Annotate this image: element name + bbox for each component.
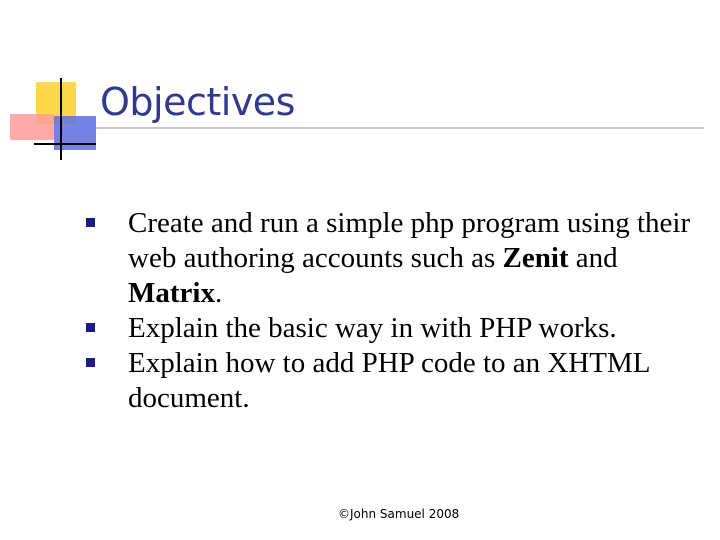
logo-horizontal-line [34, 143, 96, 145]
bullet-marker-icon [86, 323, 95, 332]
bullet-bold-text: Matrix [128, 277, 215, 309]
logo-red-square [10, 114, 54, 140]
bullet-item [86, 206, 696, 311]
decorative-logo [0, 0, 110, 170]
slide-title: Objectives [100, 80, 295, 124]
slide-footer: ©John Samuel 2008 [338, 507, 460, 521]
bullet-text: Explain how to add PHP code to an XHTML document. [128, 347, 650, 414]
bullet-list [86, 206, 696, 416]
bullet-marker-icon [86, 218, 95, 227]
title-divider [96, 127, 704, 129]
bullet-marker-icon [86, 358, 95, 367]
bullet-item [86, 311, 696, 346]
bullet-text-part: . [214, 277, 223, 309]
bullet-text: Explain the basic way in with PHP works. [128, 312, 617, 344]
bullet-text-part: Create and run a simple php program using their web authoring accounts such as [128, 207, 691, 274]
bullet-bold-text: Zenit [502, 242, 569, 274]
logo-vertical-line [60, 78, 62, 160]
bullet-text-part: and [568, 242, 618, 274]
bullet-item [86, 346, 696, 416]
